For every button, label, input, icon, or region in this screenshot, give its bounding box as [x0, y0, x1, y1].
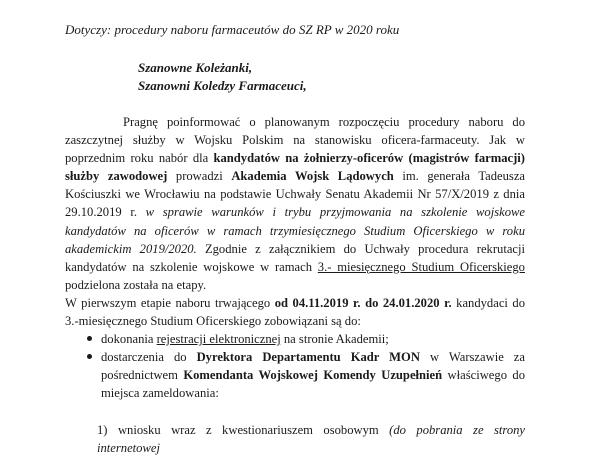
- text-run: w Warszawie za pośrednictwem: [101, 350, 525, 383]
- text-run: kandydaci do 3.-miesięcznego Studium Oficerskiego zobowiązani są do:: [65, 295, 526, 329]
- text-run: Zgodnie z załącznikiem do Uchwały procedura rekrutacji kandydatów na szkolenie wojskowe w ramach: [65, 241, 526, 274]
- text-run: dokonania: [101, 332, 157, 347]
- numbered-item-1: [65, 421, 525, 457]
- bold-dates: od 04.11.2019 r. do 24.01.2020 r.: [274, 295, 452, 310]
- text-run: dostarczenia do: [101, 350, 197, 365]
- paragraph-intro: [65, 113, 525, 294]
- underlined-study: 3.- miesięcznego Studium Oficerskiego: [317, 259, 525, 274]
- subject-line: [65, 22, 399, 38]
- greeting-male: Szanowni Koledzy Farmaceuci,: [138, 78, 307, 93]
- subject-prefix: Dotyczy:: [65, 22, 112, 37]
- text-run: Pragnę poinformować o planowanym rozpoczęciu procedury naboru do zaszczytnej służby w Wojsku Polskim na stanowisku oficera-farmaceuty. Jak w poprzednim roku nabór dla: [65, 115, 525, 166]
- text-run: 1) wniosku wraz z kwestionariuszem osobowym: [97, 422, 390, 437]
- subject-text: procedury naboru farmaceutów do SZ RP w 2020 roku: [114, 22, 400, 37]
- text-run: im. generała Tadeusza Kościuszki we Wrocławiu na podstawie Uchwały Senatu Akademii Nr 57/X/2019 z dnia 29.10.2019 r.: [65, 169, 526, 220]
- bullet-delivery: [65, 348, 525, 402]
- letter-body: [65, 113, 525, 457]
- text-run: właściwego do miejsca zameldowania:: [101, 368, 525, 401]
- bullet-registration: [65, 330, 525, 348]
- text-run: W pierwszym etapie naboru trwającego: [65, 295, 275, 310]
- bold-academy: Akademia Wojsk Lądowych: [231, 169, 394, 184]
- bold-commander: Komendanta Wojskowej Komendy Uzupełnień: [183, 368, 443, 383]
- italic-resolution: w sprawie warunków i trybu przyjmowania na szkolenie wojskowe kandydatów na oficerów w ramach trzymiesięcznego Studium Oficerskiego w roku akademickim 2019/2020.: [65, 205, 525, 256]
- text-run: podzielona została na etapy.: [65, 277, 207, 292]
- paragraph-first-stage: [65, 294, 525, 330]
- text-run: na stronie Akademii;: [280, 332, 389, 347]
- bold-director: Dyrektora Departamentu Kadr MON: [196, 350, 420, 365]
- greeting-female: Szanowne Koleżanki,: [138, 60, 253, 75]
- numbered-list: [65, 421, 525, 457]
- bold-candidates: kandydatów na żołnierzy-oficerów (magistrów farmacji) służby zawodowej: [65, 151, 525, 184]
- italic-download-note: (do pobrania ze strony internetowej: [97, 422, 526, 455]
- text-run: prowadzi: [167, 169, 232, 184]
- requirements-list: [65, 330, 525, 402]
- underlined-registration: rejestracji elektronicznej: [156, 332, 281, 347]
